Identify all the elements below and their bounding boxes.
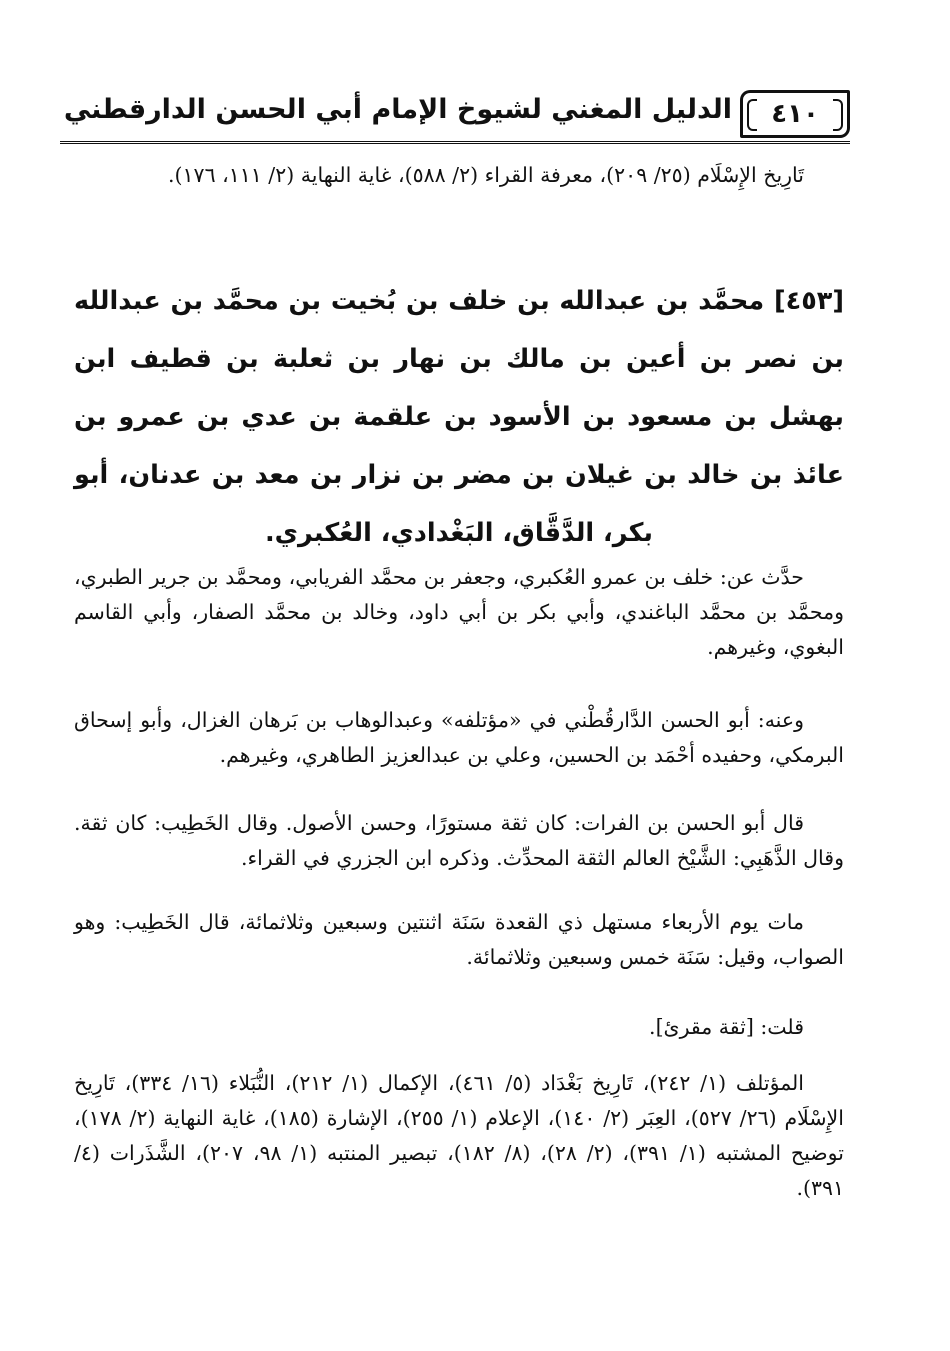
running-header	[60, 88, 850, 144]
death-paragraph	[74, 905, 844, 975]
entry-heading-block	[74, 272, 844, 562]
grading-paragraph	[74, 806, 844, 876]
sources-text: المؤتلف (١/ ٢٤٢)، تَارِيخ بَغْدَاد (٥/ ٤٦١)، الإكمال (١/ ٢١٢)، النُّبَلاء (١٦/ ٣٣٤)، تَارِيخ الإِسْلَام (٢٦/ ٥٢٧)، العِبَر (٢/ ١٤٠)، الإعلام (١/ ٢٥٥)، الإشارة (١٨٥)، غاية النهاية (٢/ ١٧٨)، توضيح المشتبه (١/ ٣٩١)، (٢/ ٢٨)، (٨/ ١٨٢)، تبصير المنتبه (١/ ٩٨، ٢٠٧)، الشَّذَرات (٤/ ٣٩١).	[74, 1071, 844, 1200]
page-number-frame	[740, 90, 850, 138]
narrated-from-paragraph	[74, 560, 844, 665]
page-number: ٤١٠	[771, 99, 819, 129]
sources-list	[74, 1066, 844, 1206]
paragraph-text: قال أبو الحسن بن الفرات: كان ثقة مستورًا، وحسن الأصول. وقال الخَطِيب: كان ثقة. وقال الذَّهَبِي: الشَّيْخ العالم الثقة المحدِّث. وذكره ابن الجزري في القراء.	[74, 811, 844, 870]
header-rule	[60, 141, 850, 144]
paragraph-text: مات يوم الأربعاء مستهل ذي القعدة سَنَة اثنتين وسبعين وثلاثمائة، قال الخَطِيب: وهو الصواب، وقيل: سَنَة خمس وسبعين وثلاثمائة.	[74, 910, 844, 969]
paragraph-text: وعنه: أبو الحسن الدَّارقُطْني في «مؤتلفه» وعبدالوهاب بن بَرهان الغزال، وأبو إسحاق البرمكي، وحفيده أحْمَد بن الحسين، وعلي بن عبدالعزيز الطاهري، وغيرهم.	[74, 708, 844, 767]
entry-heading: [٤٥٣] محمَّد بن عبدالله بن خلف بن بُخيت بن محمَّد بن عبدالله بن نصر بن أعين بن مالك بن نهار بن ثعلبة بن قطيف ابن بهشل بن مسعود بن الأسود بن علقمة بن عدي بن عمرو بن عائذ بن خالد بن غيلان بن مضر بن نزار بن معد بن عدنان، أبو بكر، الدَّقَّاق، البَغْدادي، العُكبري.	[74, 286, 844, 548]
verdict	[74, 1010, 844, 1045]
paragraph-text: حدَّث عن: خلف بن عمرو العُكبري، وجعفر بن محمَّد الفريابي، ومحمَّد بن جرير الطبري، ومحمَّد بن محمَّد الباغندي، وأبي بكر بن أبي داود، وخالد بن محمَّد الصفار، وأبي القاسم البغوي، وغيرهم.	[74, 565, 844, 659]
narrated-by-paragraph	[74, 703, 844, 773]
verdict-text: قلت: [ثقة مقرئ].	[649, 1015, 804, 1039]
previous-footnote	[74, 158, 844, 193]
running-title: الدليل المغني لشيوخ الإمام أبي الحسن الدارقطني	[63, 94, 732, 125]
previous-footnote-text: تَارِيخ الإِسْلَام (٢٥/ ٢٠٩)، معرفة القراء (٢/ ٥٨٨)، غاية النهاية (٢/ ١١١، ١٧٦).	[168, 163, 804, 187]
